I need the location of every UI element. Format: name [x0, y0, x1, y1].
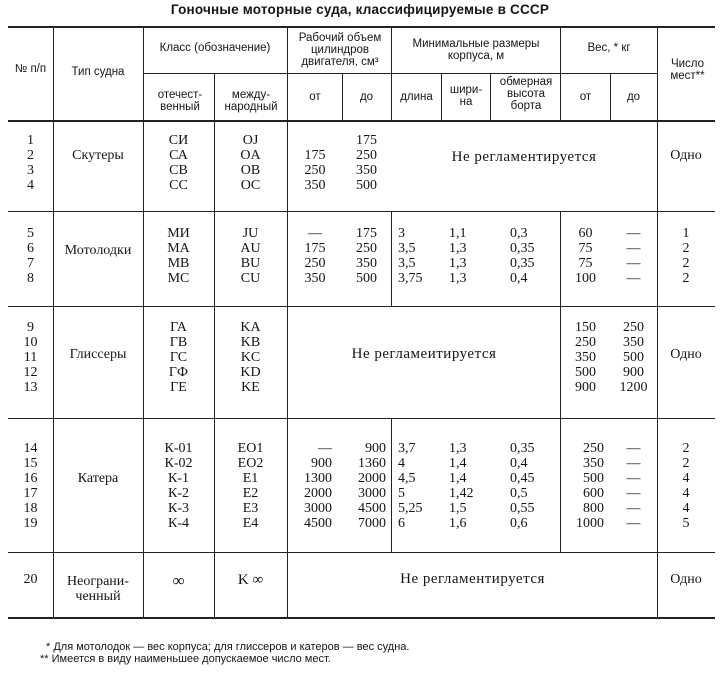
- g2-vol-from: — 175 250 350: [304, 226, 326, 286]
- header-volume: Рабочий объем цилиндров двигателя, см³: [298, 32, 382, 68]
- g4-length: 3,7 4 4,5 5 5,25 6: [398, 441, 423, 531]
- header-num: № п/п: [14, 63, 47, 75]
- g3-not-regulated: Не регламеитируется: [351, 346, 497, 362]
- g2-type: Мотолодки: [64, 243, 132, 258]
- vline-len-sub: [441, 73, 442, 121]
- header-seats: Число мест**: [670, 58, 705, 82]
- header-vol-from: от: [309, 91, 321, 103]
- g2-int: JU AU BU CU: [240, 226, 261, 286]
- vline-w-hdr: [560, 26, 561, 121]
- g2-height: 0,3 0,35 0,35 0,4: [510, 226, 535, 286]
- rule-header-bottom: [8, 120, 715, 122]
- header-weight: Вес, * кг: [587, 42, 631, 54]
- g4-vol-to: 900 1360 2000 3000 4500 7000: [358, 441, 386, 531]
- g1-type: Скутеры: [72, 148, 124, 163]
- header-width: шири-на: [449, 84, 483, 108]
- vline-wid-sub: [490, 73, 491, 121]
- g3-nums: 9 10 11 12 13: [23, 320, 38, 395]
- g3-int: KA KB KC KD KE: [240, 320, 261, 395]
- g1-not-regulated: Не регламентируется: [451, 149, 597, 165]
- g5-nums: 20: [23, 572, 38, 587]
- vline-vol-r4: [391, 418, 392, 553]
- header-vol-to: до: [359, 91, 374, 103]
- g1-nums: 1 2 3 4: [27, 133, 34, 193]
- g4-vol-from: — 900 1300 2000 3000 4500: [304, 441, 332, 531]
- g2-w-to: — — — —: [626, 226, 641, 286]
- footnote-2: ** Имеется в виду наименьшее допускаемое число мест.: [40, 653, 331, 665]
- header-class-dom: отечест-венный: [157, 89, 203, 113]
- footnote-1: * Для мотолодок — вес корпуса; для глиссеров и катеров — вес судна.: [46, 641, 410, 653]
- table-title: Гоночные моторные суда, классифицируемые в СССР: [170, 2, 550, 17]
- rule-subheader: [143, 73, 658, 74]
- g4-int: EO1 EO2 E1 E2 E3 E4: [237, 441, 264, 531]
- g3-dom: ГА ГВ ГС ГФ ГЕ: [168, 320, 189, 395]
- g4-width: 1,3 1,4 1,4 1,42 1,5 1,6: [449, 441, 474, 531]
- g1-vol-from: 175 250 350: [304, 148, 326, 193]
- header-dims: Минимальные размеры корпуса, м: [412, 38, 540, 62]
- rule-row-4: [8, 552, 715, 553]
- g2-width: 1,1 1,3 1,3 1,3: [449, 226, 467, 286]
- rule-top: [8, 26, 715, 28]
- g5-int: K ∞: [237, 572, 264, 588]
- vline-num: [53, 26, 54, 618]
- g4-dom: К-01 К-02 К-1 К-2 К-3 К-4: [164, 441, 193, 531]
- header-type: Тип судна: [71, 66, 125, 78]
- header-w-to: до: [626, 91, 641, 103]
- g5-seats: Одно: [670, 572, 702, 587]
- g2-vol-to: 175 250 350 500: [356, 226, 377, 286]
- g3-w-to: 250 350 500 900 1200: [619, 320, 648, 395]
- g4-seats: 2 2 4 4 4 5: [682, 441, 690, 531]
- rule-bottom: [8, 617, 715, 619]
- g4-w-from: 250 350 500 600 800 1000: [576, 441, 604, 531]
- g2-nums: 5 6 7 8: [27, 226, 34, 286]
- g2-length: 3 3,5 3,5 3,75: [398, 226, 423, 286]
- header-w-from: от: [579, 91, 592, 103]
- g3-type: Глиссеры: [69, 347, 127, 362]
- g5-type: Неограни-ченный: [67, 574, 129, 604]
- header-class: Класс (обозначение): [159, 42, 271, 54]
- rule-row-3: [8, 418, 715, 419]
- g5-dom: ∞: [172, 571, 185, 590]
- rule-row-1: [8, 211, 715, 212]
- g4-w-to: — — — — — —: [626, 441, 641, 531]
- g3-w-from: 150 250 350 500 900: [575, 320, 596, 395]
- g5-not-regulated: Не регламентируется: [400, 571, 545, 587]
- g1-dom: СИ СА СВ СС: [168, 133, 189, 193]
- g1-seats: Одно: [670, 148, 702, 163]
- header-class-int: между-народный: [224, 89, 278, 113]
- header-length: длина: [400, 91, 433, 103]
- header-height: обмерная высота борта: [499, 76, 553, 112]
- g1-int: OJ OA OB OC: [240, 133, 261, 193]
- vline-vol-r2: [391, 211, 392, 307]
- vline-vol-hdr: [391, 26, 392, 121]
- g1-vol-to: 175 250 350 500: [356, 133, 377, 193]
- g4-height: 0,35 0,4 0,45 0,5 0,55 0,6: [510, 441, 535, 531]
- g3-seats: Одно: [670, 347, 702, 362]
- g2-dom: МИ МА МВ МС: [167, 226, 190, 286]
- g4-type: Катера: [77, 471, 119, 486]
- g2-seats: 1 2 2 2: [682, 226, 690, 286]
- g2-w-from: 60 75 75 100: [575, 226, 596, 286]
- rule-row-2: [8, 306, 715, 307]
- g4-nums: 14 15 16 17 18 19: [23, 441, 38, 531]
